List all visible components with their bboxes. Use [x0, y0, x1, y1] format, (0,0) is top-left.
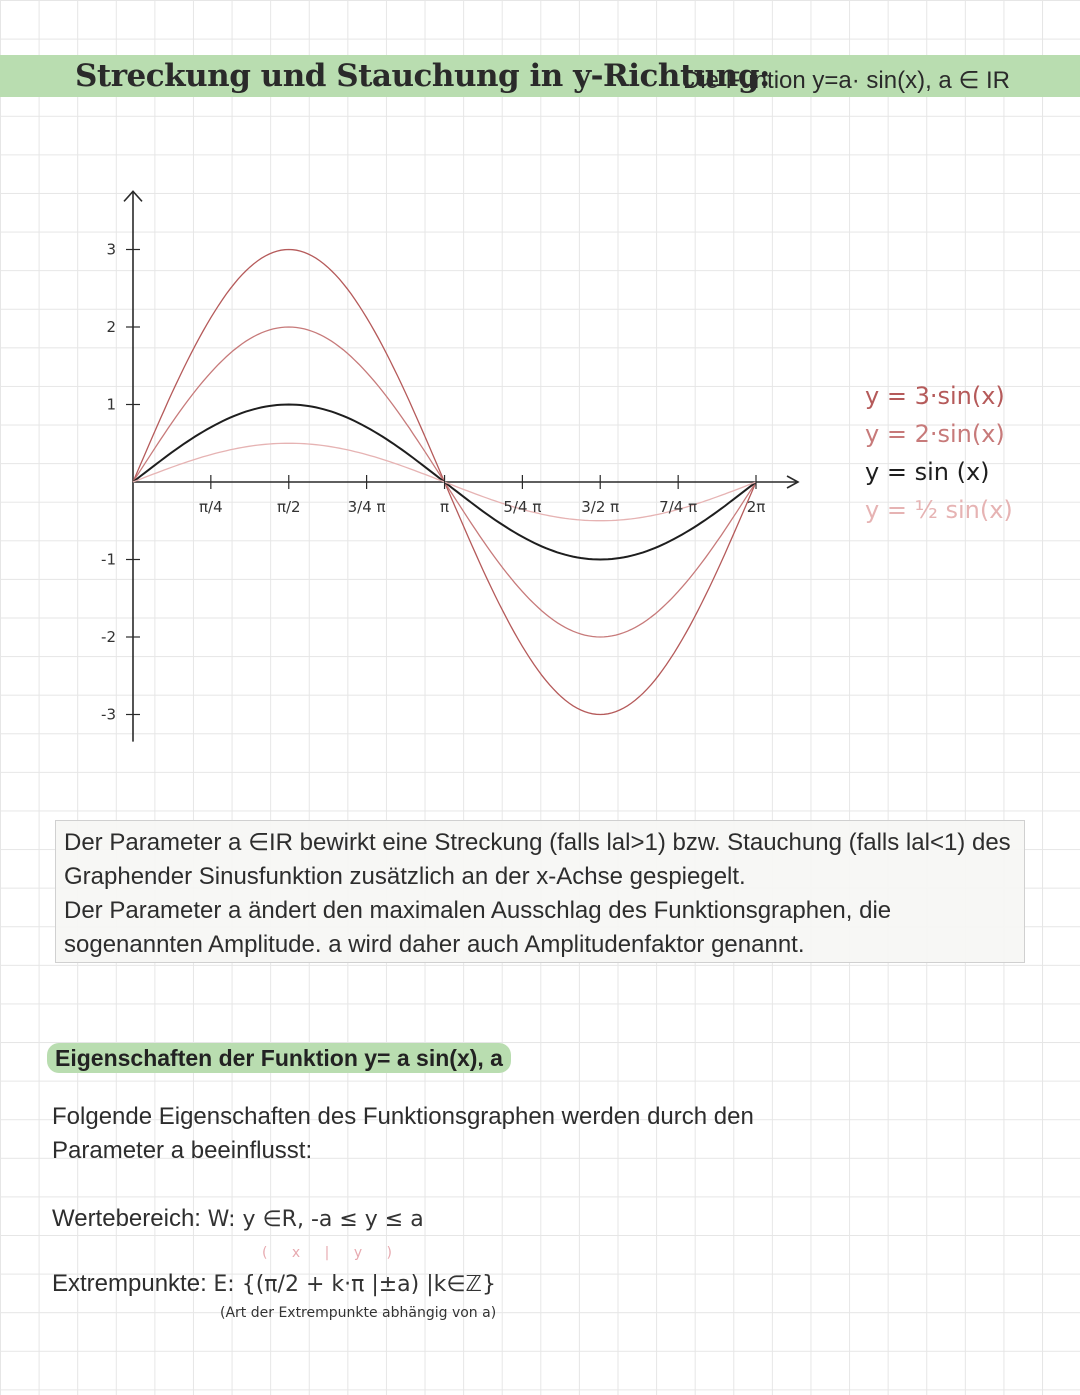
- y-tick-label: 3: [106, 240, 116, 259]
- x-tick-label: 2π: [746, 498, 766, 516]
- explanation-line-3: Der Parameter a ändert den maximalen Ausschlag des Funktionsgraphen, die: [64, 897, 892, 924]
- explanation-line-4: sogenannten Amplitude. a wird daher auch Amplitudenfaktor genannt.: [64, 931, 805, 958]
- explanation-box: [55, 820, 1025, 963]
- properties-heading: Eigenschaften der Funktion y= a sin(x), a: [47, 1043, 511, 1073]
- x-tick-label: 3/4 π: [347, 498, 386, 516]
- extrema-note: (Art der Extrempunkte abhängig von a): [220, 1305, 497, 1321]
- legend-entry-2: y = sin (x): [865, 458, 990, 486]
- range-value: W: y ∈R, -a ≤ y ≤ a: [207, 1207, 424, 1232]
- y-tick-label: -2: [101, 628, 116, 646]
- y-tick-label: -3: [101, 705, 116, 724]
- extrema-value: E: {(π/2 + k·π |±a) |k∈ℤ}: [213, 1272, 496, 1297]
- explanation-line-1: Der Parameter a ∈IR bewirkt eine Streckung (falls lal>1) bzw. Stauchung (falls lal<1) des: [64, 829, 1011, 856]
- x-tick-label: π/2: [276, 498, 301, 516]
- y-tick-label: 1: [106, 395, 116, 414]
- x-tick-label: 7/4 π: [659, 498, 698, 516]
- range-row: [52, 1205, 424, 1233]
- properties-intro: Folgende Eigenschaften des Funktionsgraphen werden durch den Parameter a beeinflusst:: [52, 1103, 754, 1164]
- x-tick-label: 3/2 π: [581, 498, 620, 516]
- legend-entry-1: y = 2·sin(x): [865, 420, 1005, 448]
- extrema-label: Extrempunkte:: [52, 1270, 207, 1297]
- x-tick-label: π: [440, 498, 450, 516]
- chart-axes: [124, 191, 798, 741]
- extrema-hint: ( x | y ): [262, 1245, 403, 1261]
- legend-entry-0: y = 3·sin(x): [865, 382, 1005, 410]
- x-tick-label: π/4: [199, 498, 223, 516]
- x-tick-label: 5/4 π: [503, 498, 542, 516]
- sine-chart: [0, 160, 1080, 780]
- page-subtitle: Die Funtion y=a· sin(x), a ∈ IR: [683, 67, 1011, 94]
- extrema-row: [52, 1270, 496, 1298]
- range-label: Wertebereich:: [52, 1205, 201, 1232]
- chart-legend: [865, 382, 1013, 524]
- page-title: Streckung und Stauchung in y-Richtung:: [75, 58, 770, 94]
- explanation-line-2: Graphender Sinusfunktion zusätzlich an der x-Achse gespiegelt.: [64, 863, 746, 890]
- y-tick-label: 2: [106, 318, 116, 336]
- y-tick-label: -1: [101, 550, 116, 569]
- legend-entry-3: y = ½ sin(x): [865, 496, 1013, 524]
